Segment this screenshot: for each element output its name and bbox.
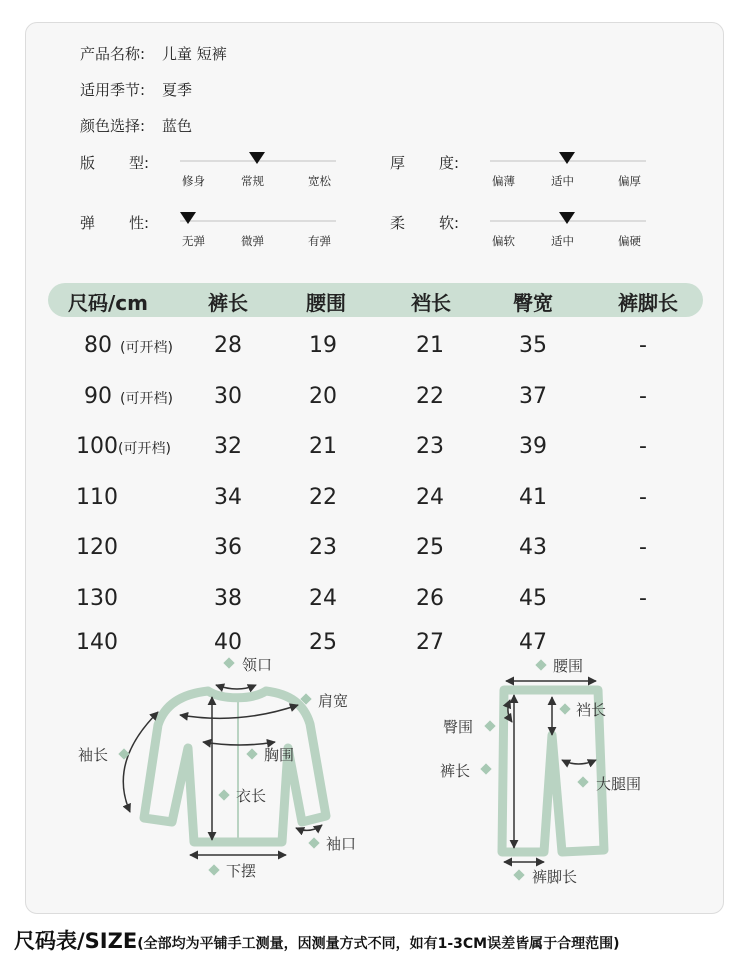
scale-option: 常规: [241, 174, 264, 188]
scale-option: 有弹: [308, 234, 331, 248]
scale-option: 适中: [551, 234, 574, 248]
size-cell: [84, 333, 173, 358]
table-cell: 40: [214, 630, 242, 655]
scale-label-char: 版: [80, 154, 96, 172]
scale-option: 偏硬: [618, 234, 641, 248]
table-cell: 21: [309, 434, 337, 459]
scale-option: 偏薄: [492, 174, 515, 188]
thigh-label: 大腿围: [596, 775, 642, 793]
table-cell: 36: [214, 535, 242, 560]
season-row: [80, 79, 192, 100]
size-note: (可开档): [118, 441, 171, 457]
header-size: 尺码/cm: [68, 291, 148, 315]
size-value: 130: [76, 586, 118, 611]
scale-option: 宽松: [308, 174, 331, 188]
table-cell: -: [639, 384, 647, 409]
scale-label-char: 度:: [439, 154, 460, 172]
footer-caption: [14, 925, 619, 955]
table-cell: 23: [416, 434, 444, 459]
hip-label: 臀围: [443, 718, 474, 736]
size-value: 80: [84, 333, 112, 358]
table-cell: 45: [519, 586, 547, 611]
size-cell: [76, 434, 171, 459]
table-cell: 34: [214, 485, 242, 510]
size-note: (可开档): [120, 391, 173, 407]
table-cell: 30: [214, 384, 242, 409]
color-row: [80, 115, 192, 136]
product-name-row: [80, 43, 227, 64]
collar-label: 领口: [242, 656, 273, 674]
size-value: 110: [76, 485, 118, 510]
season-value: 夏季: [162, 81, 193, 99]
scale-marker: [249, 152, 265, 164]
table-cell: 25: [309, 630, 337, 655]
chest-label: 胸围: [264, 746, 295, 764]
scale-option: 无弹: [182, 234, 205, 248]
product-name-value: 儿童 短裤: [162, 45, 227, 63]
scale-option: 适中: [551, 174, 574, 188]
table-cell: 20: [309, 384, 337, 409]
sleeve-label: 袖长: [78, 746, 109, 764]
pants-length-label: 裤长: [440, 762, 471, 780]
size-cell: [84, 384, 173, 409]
size-value: 120: [76, 535, 118, 560]
rise-label: 裆长: [576, 701, 607, 719]
table-cell: -: [639, 586, 647, 611]
scale-label-char: 厚: [390, 154, 406, 172]
product-name-label: 产品名称:: [80, 45, 146, 63]
table-cell: 37: [519, 384, 547, 409]
scale-marker: [559, 212, 575, 224]
scale-option: 微弹: [241, 234, 264, 248]
elasticity-scale: [80, 212, 340, 252]
scale-option: 偏软: [492, 234, 515, 248]
size-note: (可开档): [120, 340, 173, 356]
scale-marker: [559, 152, 575, 164]
softness-scale: [390, 212, 650, 252]
table-cell: 47: [519, 630, 547, 655]
size-table-header: [48, 283, 703, 317]
scale-label-char: 性:: [129, 214, 150, 232]
table-cell: 21: [416, 333, 444, 358]
scale-label-char: 柔: [390, 214, 406, 232]
size-value: 100: [76, 434, 118, 459]
table-cell: -: [639, 333, 647, 358]
color-label: 颜色选择:: [80, 117, 146, 135]
table-cell: 23: [309, 535, 337, 560]
table-cell: -: [639, 434, 647, 459]
header-waist: 腰围: [306, 291, 346, 315]
shoulder-label: 肩宽: [318, 692, 349, 710]
scale-option: 修身: [182, 174, 205, 188]
waist-label: 腰围: [553, 657, 584, 675]
table-cell: 27: [416, 630, 444, 655]
table-cell: 24: [309, 586, 337, 611]
size-cell: [76, 485, 118, 510]
table-cell: 39: [519, 434, 547, 459]
table-cell: 28: [214, 333, 242, 358]
scale-label-char: 弹: [80, 214, 96, 232]
size-cell: [76, 586, 118, 611]
table-cell: 35: [519, 333, 547, 358]
size-value: 90: [84, 384, 112, 409]
scale-marker: [180, 212, 196, 224]
hem-label: 下摆: [226, 862, 257, 880]
table-cell: 38: [214, 586, 242, 611]
header-leg-opening: 裤脚长: [618, 291, 678, 315]
size-value: 140: [76, 630, 118, 655]
fit-scale: [80, 152, 340, 192]
size-cell: [76, 535, 118, 560]
scale-option: 偏厚: [618, 174, 641, 188]
table-cell: 22: [309, 485, 337, 510]
scale-label-char: 型:: [129, 154, 150, 172]
table-cell: 41: [519, 485, 547, 510]
thickness-scale: [390, 152, 650, 192]
footer-title: 尺码表/SIZE: [14, 929, 138, 953]
size-cell: [76, 630, 118, 655]
top-length-label: 衣长: [236, 787, 267, 805]
header-rise: 裆长: [411, 291, 451, 315]
scale-line: [180, 220, 336, 222]
table-cell: -: [639, 485, 647, 510]
table-cell: 24: [416, 485, 444, 510]
table-cell: 25: [416, 535, 444, 560]
cuff-label: 袖口: [326, 835, 357, 853]
table-cell: 19: [309, 333, 337, 358]
leg-opening-label: 裤脚长: [532, 868, 578, 886]
header-pants-length: 裤长: [208, 291, 248, 315]
table-cell: 22: [416, 384, 444, 409]
color-value: 蓝色: [162, 117, 193, 135]
table-cell: -: [639, 535, 647, 560]
scale-label-char: 软:: [439, 214, 460, 232]
table-cell: 32: [214, 434, 242, 459]
season-label: 适用季节:: [80, 81, 146, 99]
table-cell: 43: [519, 535, 547, 560]
footer-note: (全部均为平铺手工测量，因测量方式不同，如有1-3CM误差皆属于合理范围): [137, 936, 620, 952]
table-cell: 26: [416, 586, 444, 611]
header-hip: 臀宽: [513, 291, 553, 315]
